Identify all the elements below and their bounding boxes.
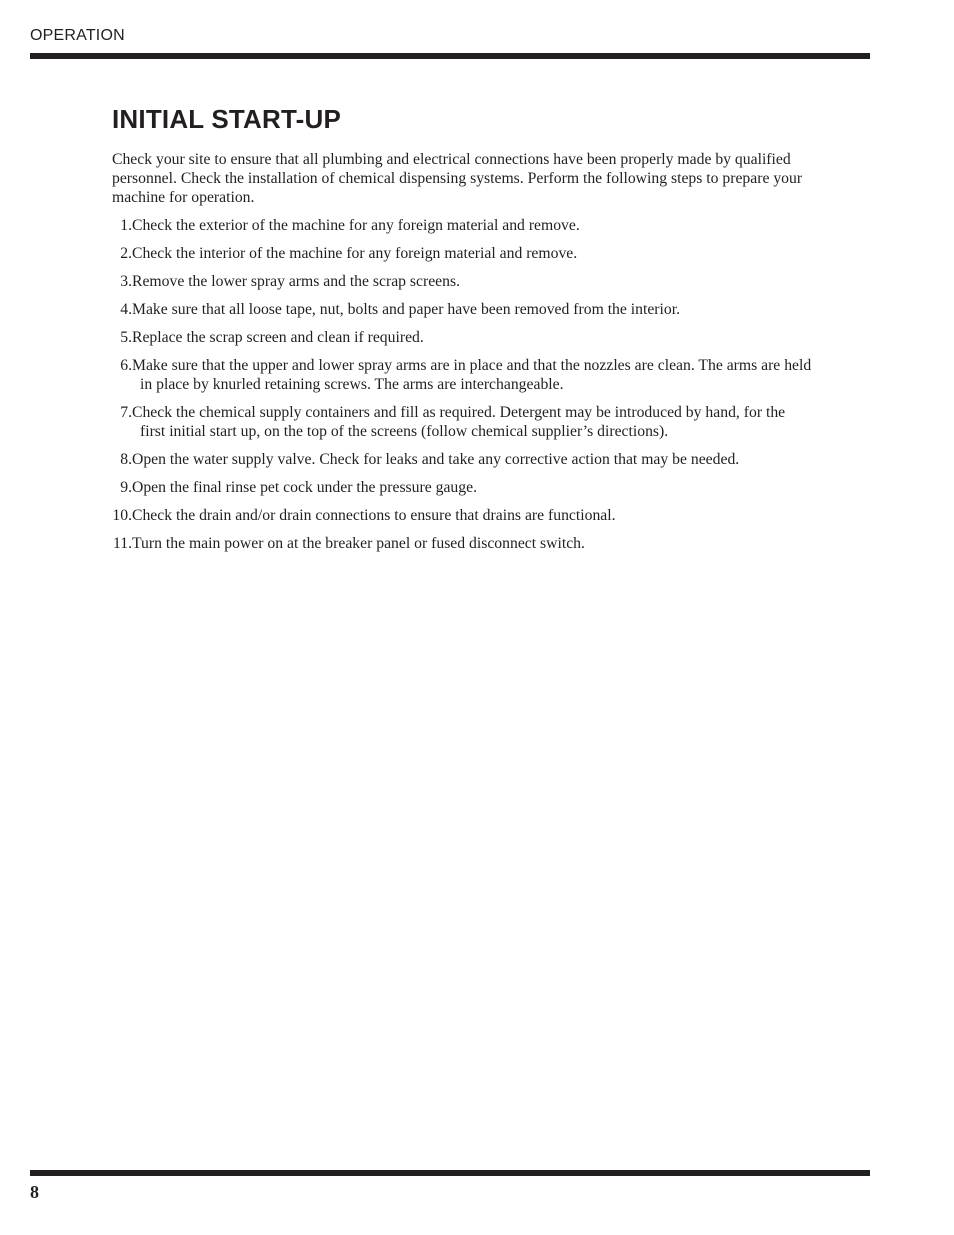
step-number: 4.	[120, 301, 132, 318]
step-item	[112, 300, 812, 319]
step-text: Check the interior of the machine for any foreign material and remove.	[132, 245, 578, 262]
step-number: 7.	[120, 404, 132, 421]
step-text: Open the final rinse pet cock under the pressure gauge.	[132, 479, 477, 496]
step-number: 6.	[120, 357, 132, 374]
section-header: OPERATION	[30, 27, 125, 44]
step-text: Check the exterior of the machine for any foreign material and remove.	[132, 217, 580, 234]
step-text: Make sure that all loose tape, nut, bolts and paper have been removed from the interior.	[132, 301, 681, 318]
step-number: 3.	[120, 273, 132, 290]
step-text: Make sure that the upper and lower spray arms are in place and that the nozzles are clean. The arms are held in place by knurled retaining screws. The arms are interchangeable.	[132, 357, 812, 393]
step-text: Open the water supply valve. Check for leaks and take any corrective action that may be needed.	[132, 451, 740, 468]
step-number: 11.	[112, 535, 132, 552]
step-item	[112, 403, 812, 441]
step-item	[112, 356, 812, 394]
step-item	[112, 534, 812, 553]
page-title: INITIAL START-UP	[112, 104, 342, 134]
page-number: 8	[30, 1182, 39, 1202]
step-text: Turn the main power on at the breaker panel or fused disconnect switch.	[132, 535, 585, 552]
step-number: 1.	[120, 217, 132, 234]
step-item	[112, 506, 812, 525]
step-item	[112, 216, 812, 235]
step-text: Replace the scrap screen and clean if required.	[132, 329, 424, 346]
step-number: 8.	[120, 451, 132, 468]
step-item	[112, 450, 812, 469]
step-text: Remove the lower spray arms and the scrap screens.	[132, 273, 461, 290]
step-item	[112, 328, 812, 347]
step-item	[112, 272, 812, 291]
footer-rule	[30, 1170, 870, 1176]
step-number: 10.	[112, 507, 132, 524]
startup-steps-list	[112, 216, 812, 553]
step-number: 5.	[120, 329, 132, 346]
step-item	[112, 244, 812, 263]
document-body	[112, 150, 812, 562]
step-number: 2.	[120, 245, 132, 262]
step-item	[112, 478, 812, 497]
step-number: 9.	[120, 479, 132, 496]
step-text: Check the drain and/or drain connections to ensure that drains are functional.	[132, 507, 616, 524]
step-text: Check the chemical supply containers and fill as required. Detergent may be introduced by hand, for the first initial start up, on the top of the screens (follow chemical supplier’s directions).	[132, 404, 786, 440]
header-rule	[30, 53, 870, 59]
intro-paragraph: Check your site to ensure that all plumbing and electrical connections have been properly made by qualified personnel. Check the installation of chemical dispensing systems. Perform the following steps to prepare your machine for operation.	[112, 151, 803, 206]
